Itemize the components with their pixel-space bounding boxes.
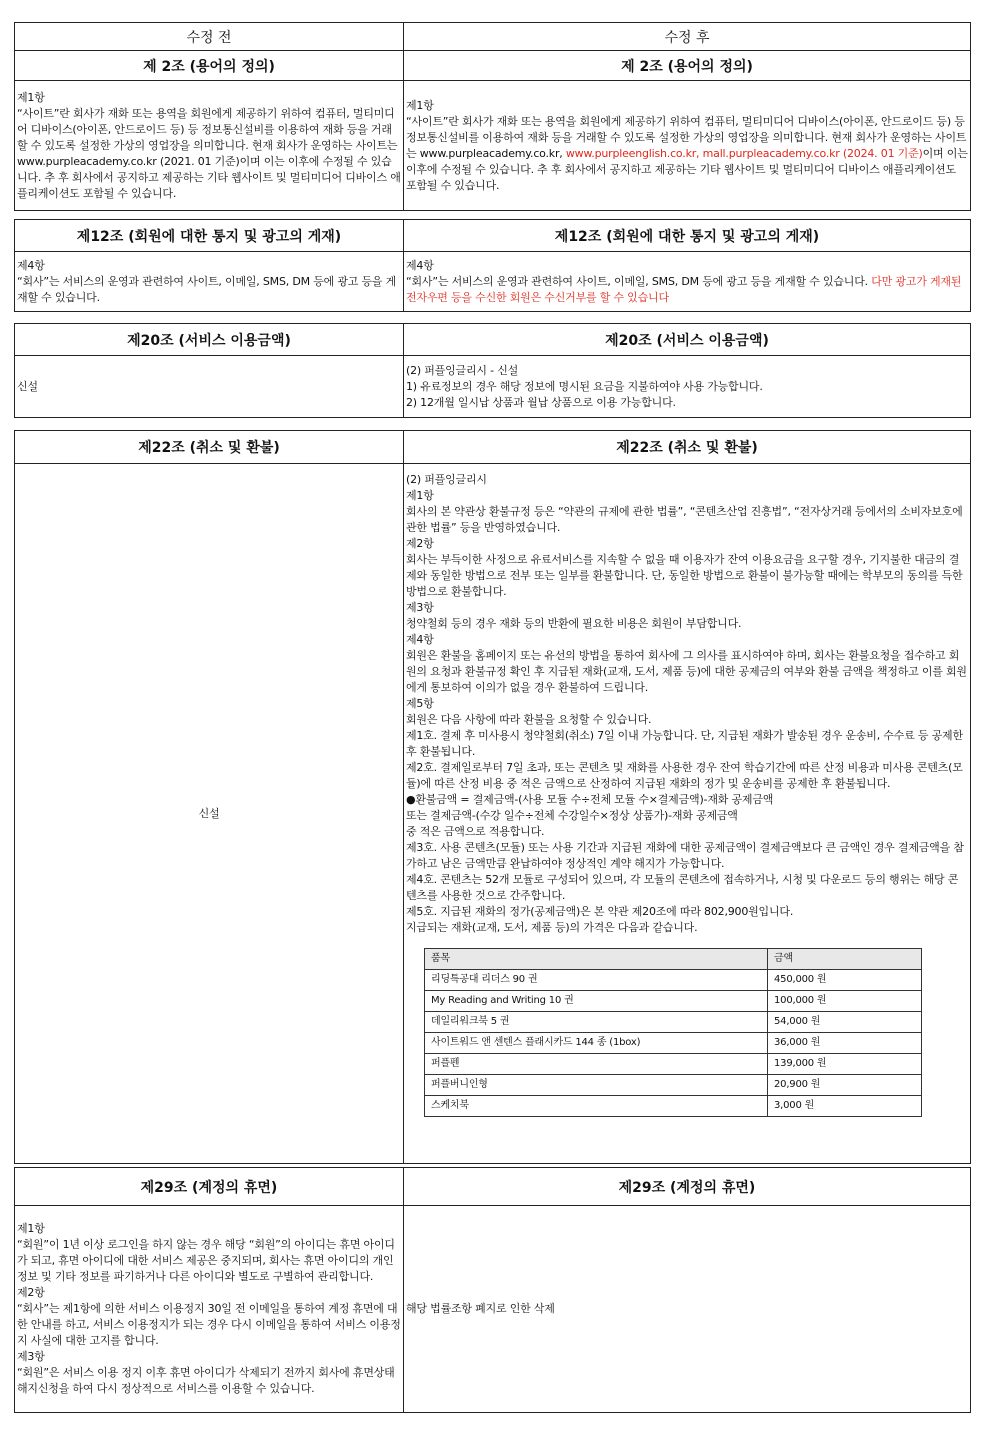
art20-title-before: 제20조 (서비스 이용금액) <box>15 324 404 356</box>
clause-text: “사이트”란 회사가 재화 또는 용역을 회원에게 제공하기 위하여 컴퓨터, 멀티미디어 디바이스(아이폰, 안드로이드 등) 등 정보통신설비를 이용하여 재화 등을 거래할 수 있도록 설정한 가상의 영업장을 의미합니다. 현재 회사가 운영하는 사이트는 www.purpleacademy.co.kr (2021. 01 기준)이며 이는 이후에 수정될 수 있습니다. 추 후 회사에서 공지하고 제공하는 기타 웹사이트 및 멀티미디어 디바이스 애플리케이션도 포함될 수 있습니다. <box>17 106 401 200</box>
text-line: (2) 퍼플잉글리시 <box>406 473 487 486</box>
art20-title-after: 제20조 (서비스 이용금액) <box>404 324 971 356</box>
clause-text: “회원”이 1년 이상 로그인을 하지 않는 경우 해당 “회원”의 아이디는 휴면 아이디가 되고, 휴면 아이디에 대한 서비스 제공은 중지되며, 회사는 휴면 아이디의 개인정보 및 기타 정보를 파기하거나 다른 아이디와 별도로 구별하여 관리합니다. <box>17 1238 395 1283</box>
art22-title-before: 제22조 (취소 및 환불) <box>15 431 404 464</box>
clause-label: 제2항 <box>17 1286 45 1299</box>
price-col-item: 품목 <box>425 949 768 970</box>
price-amount: 20,900 원 <box>768 1075 922 1096</box>
art22-before-body: 신설 <box>15 464 404 1164</box>
art2-after-body <box>404 81 971 211</box>
clause-label: 제1항 <box>17 1222 45 1235</box>
clause-text-part: “회사”는 서비스의 운영과 관련하여 사이트, 이메일, SMS, DM 등에 광고 등을 게재할 수 있습니다. <box>406 274 872 288</box>
price-item: 퍼플버니인형 <box>425 1075 768 1096</box>
text-line: 2) 12개월 일시납 상품과 월납 상품으로 이용 가능합니다. <box>406 395 676 409</box>
clause-label: 제3항 <box>17 1350 45 1363</box>
text-line: 지급되는 재화(교재, 도서, 제품 등)의 가격은 다음과 같습니다. <box>406 921 698 934</box>
price-amount: 36,000 원 <box>768 1033 922 1054</box>
art29-title-after: 제29조 (계정의 휴면) <box>404 1168 971 1206</box>
text-line: 중 적은 금액으로 적용합니다. <box>406 825 545 838</box>
price-item: 스케치북 <box>425 1096 768 1117</box>
art12-before-body <box>15 252 404 312</box>
text-line: 제1항 <box>406 489 434 502</box>
clause-label: 제1항 <box>17 90 45 104</box>
art12-after-body <box>404 252 971 312</box>
clause-text-part: 이며 이는 이후에 수정될 수 있습니다. 추 후 회사에서 공지하고 제공하는 기타 웹사이트 및 멀티미디어 디바이스 애플리케이션도 포함될 수 있습니다. <box>406 146 968 192</box>
after-header: 수정 후 <box>404 23 971 51</box>
art20-table <box>14 323 971 418</box>
art29-title-before: 제29조 (계정의 휴면) <box>15 1168 404 1206</box>
table-row <box>425 1033 922 1054</box>
before-header: 수정 전 <box>15 23 404 51</box>
table-row <box>425 1012 922 1033</box>
price-item: 사이트워드 앤 센텐스 플래시카드 144 종 (1box) <box>425 1033 768 1054</box>
clause-text <box>406 114 968 194</box>
price-col-amount: 금액 <box>768 949 922 970</box>
clause-text: “회사”는 제1항에 의한 서비스 이용정지 30일 전 이메일을 통하여 계정 휴면에 대한 안내를 하고, 서비스 이용정지가 되는 경우 다시 이메일을 통하여 서비스 이용정지 사실에 대한 고지를 합니다. <box>17 1302 401 1347</box>
art2-title-after: 제 2조 (용어의 정의) <box>404 51 971 81</box>
art20-before-body: 신설 <box>15 356 404 418</box>
price-table-header <box>425 949 922 970</box>
price-item: 퍼플펜 <box>425 1054 768 1075</box>
text-line: ●환불금액 = 결제금액-(사용 모듈 수÷전체 모듈 수×결제금액)-재화 공제금액 <box>406 793 774 806</box>
clause-text: “회원”은 서비스 이용 정지 이후 휴면 아이디가 삭제되기 전까지 회사에 휴면상태 해지신청을 하여 다시 정상적으로 서비스를 이용할 수 있습니다. <box>17 1366 395 1395</box>
art12-title-before: 제12조 (회원에 대한 통지 및 광고의 게재) <box>15 220 404 252</box>
price-amount: 3,000 원 <box>768 1096 922 1117</box>
text-line: 제4항 <box>406 633 434 646</box>
table-row <box>425 1054 922 1075</box>
art29-after-body: 해당 법률조항 폐지로 인한 삭제 <box>404 1206 971 1413</box>
art12-title-after: 제12조 (회원에 대한 통지 및 광고의 게재) <box>404 220 971 252</box>
text-line: 회사의 본 약관상 환불규정 등은 “약관의 규제에 관한 법률”, “콘텐츠산업 진흥법”, “전자상거래 등에서의 소비자보호에 관한 법률” 등을 반영하였습니다. <box>406 505 963 534</box>
price-amount: 139,000 원 <box>768 1054 922 1075</box>
art12-table <box>14 219 971 312</box>
text-line: 제2호. 결제일로부터 7일 초과, 또는 콘텐츠 및 재화를 사용한 경우 잔여 학습기간에 따른 산정 비용과 미사용 콘텐츠(모듈)에 따른 산정 비용 중 적은 금액으로 산정하여 지급된 재화의 정가 및 운송비를 공제한 후 환불됩니다. <box>406 761 963 790</box>
price-item: 데일리워크북 5 권 <box>425 1012 768 1033</box>
art22-after-body <box>404 464 971 1164</box>
price-table <box>424 948 922 1117</box>
clause-text: “회사”는 서비스의 운영과 관련하여 사이트, 이메일, SMS, DM 등에 광고 등을 게재할 수 있습니다. <box>17 274 397 304</box>
text-line: 또는 결제금액-(수강 일수÷전체 수강일수×정상 상품가)-재화 공제금액 <box>406 809 738 822</box>
clause-text <box>406 274 968 306</box>
price-amount: 54,000 원 <box>768 1012 922 1033</box>
art29-table <box>14 1167 971 1413</box>
text-line: 제3항 <box>406 601 434 614</box>
art2-before-body <box>15 81 404 211</box>
text-line: 제2항 <box>406 537 434 550</box>
text-line <box>406 936 968 948</box>
clause-label: 제4항 <box>406 258 434 272</box>
art29-before-body <box>15 1206 404 1413</box>
text-line: 제3호. 사용 콘텐츠(모듈) 또는 사용 기간과 지급된 재화에 대한 공제금액이 결제금액보다 큰 금액인 경우 결제금액을 참가하고 남은 금액만큼 완납하여야 정상적인 계약 해지가 가능합니다. <box>406 841 964 870</box>
text-line: 회원은 환불을 홈페이지 또는 유선의 방법을 통하여 회사에 그 의사를 표시하여야 하며, 회사는 환불요청을 접수하고 회원의 요청과 환불규정 확인 후 지급된 재화(교재, 도서, 제품 등)에 대한 공제금의 여부와 환불 금액을 책정하고 이를 회원에게 통보하여 이의가 없을 경우 환불하여 드립니다. <box>406 649 967 694</box>
text-line: 제5호. 지급된 재화의 정가(공제금액)은 본 약관 제20조에 따라 802,900원입니다. <box>406 905 794 918</box>
table-row <box>425 1096 922 1117</box>
text-line: 회원은 다음 사항에 따라 환불을 요청할 수 있습니다. <box>406 713 652 726</box>
price-item: 리딩특공대 리더스 90 권 <box>425 970 768 991</box>
art20-after-body <box>404 356 971 418</box>
art22-after-lines <box>406 472 968 948</box>
text-line: 회사는 부득이한 사정으로 유료서비스를 지속할 수 없을 때 이용자가 잔여 이용요금을 요구할 경우, 기지불한 대금의 결제와 동일한 방법으로 전부 또는 일부를 환불합니다. 단, 동일한 방법으로 환불이 불가능할 때에는 학부모의 동의를 득한 방법으로 환불합니다. <box>406 553 963 598</box>
table-row <box>425 991 922 1012</box>
added-text: 다만 광고가 게재된 전자우편 등을 수신한 회원은 수신거부를 할 수 있습니다 <box>406 274 962 304</box>
price-amount: 100,000 원 <box>768 991 922 1012</box>
text-line: 제4호. 콘텐츠는 52개 모듈로 구성되어 있으며, 각 모듈의 콘텐츠에 접속하거나, 시청 및 다운로드 등의 행위는 해당 콘텐츠를 사용한 것으로 간주합니다. <box>406 873 959 902</box>
clause-text-part: “사이트”란 회사가 재화 또는 용역을 회원에게 제공하기 위하여 컴퓨터, 멀티미디어 디바이스(아이폰, 안드로이드 등) 등 정보통신설비를 이용하여 재화 등을 거래할 수 있도록 설정한 가상의 영업장을 의미합니다. 현재 회사가 운영하는 사이트는 www.purpleacademy.co.kr, <box>406 114 967 160</box>
text-line: 청약철회 등의 경우 재화 등의 반환에 필요한 비용은 회원이 부담합니다. <box>406 617 742 630</box>
added-text: www.purpleenglish.co.kr, mall.purpleacademy.co.kr (2024. 01 기준) <box>565 146 923 160</box>
art22-table <box>14 430 971 1164</box>
table-row <box>425 1075 922 1096</box>
text-line: 1) 유료정보의 경우 해당 정보에 명시된 요금을 지불하여야 사용 가능합니다. <box>406 379 763 393</box>
art2-title-before: 제 2조 (용어의 정의) <box>15 51 404 81</box>
header-table <box>14 22 971 211</box>
text-line: (2) 퍼플잉글리시 - 신설 <box>406 363 519 377</box>
clause-label: 제1항 <box>406 98 434 112</box>
price-amount: 450,000 원 <box>768 970 922 991</box>
table-row <box>425 970 922 991</box>
clause-label: 제4항 <box>17 258 45 272</box>
text-line: 제5항 <box>406 697 434 710</box>
price-item: My Reading and Writing 10 권 <box>425 991 768 1012</box>
text-line: 제1호. 결제 후 미사용시 청약철회(취소) 7일 이내 가능합니다. 단, 지급된 재화가 발송된 경우 운송비, 수수료 등 공제한 후 환불됩니다. <box>406 729 963 758</box>
art22-title-after: 제22조 (취소 및 환불) <box>404 431 971 464</box>
